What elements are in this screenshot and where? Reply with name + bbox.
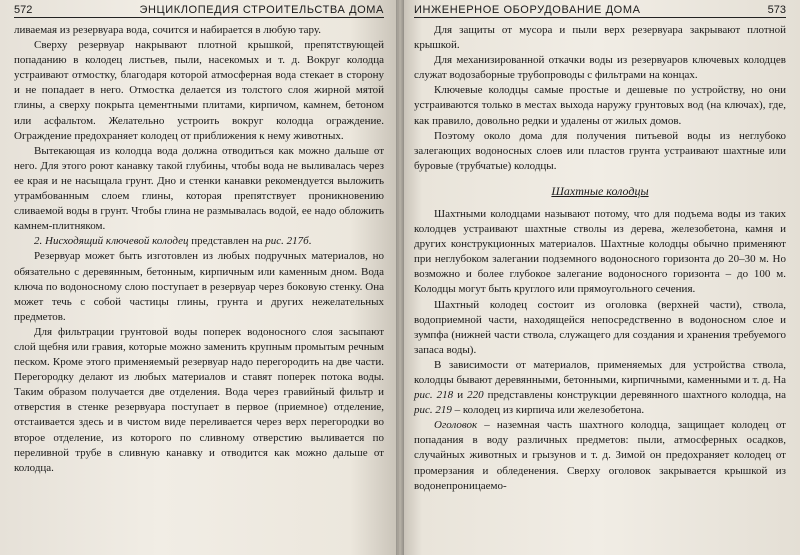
subheading-text: представлен на <box>188 235 266 248</box>
term: Оголовок <box>434 419 478 432</box>
paragraph: Шахтный колодец состоит из оголовка (верхней части), ствола, водоприемной части, находящейся непосредственно в водоносном слое и зумпфа (нижней части ствола, служащего для создания и хранения требуемого запаса воды). <box>414 298 786 356</box>
figure-reference: рис. 219 <box>414 404 452 417</box>
book-gutter <box>396 0 404 555</box>
left-page <box>0 0 398 555</box>
figure-reference: рис. 217б <box>265 235 309 248</box>
right-page <box>398 0 800 555</box>
right-running-header <box>414 4 786 18</box>
left-running-head: ЭНЦИКЛОПЕДИЯ СТРОИТЕЛЬСТВА ДОМА <box>139 4 384 16</box>
paragraph: Вытекающая из колодца вода должна отводиться как можно дальше от него. Для этого роют канавку такой глубины, чтобы вода не выливалась через ее края и не насыщала грунт. Дно и стенки канавки рекомендуется выложить утрамбованным слоем глины, которая препятствует проникновению сливаемой воды в грунт. Чтобы глина не размывалась водой, ее надо обложить камнем-плитняком. <box>14 144 384 233</box>
paragraph: Сверху резервуар накрывают плотной крышкой, препятствующей попаданию в колодец листьев, пыли, насекомых и т. д. Вокруг колодца устраивают отмостку, благодаря которой атмосферная вода стекает в сторону и не попадает в него. Отмостка делается из толстого слоя жирной мятой глины, а сверху покрыта цементными плитами, кирпичом, камнем, бетоном или асфальтом. Желательно устроить вокруг колодца ограждение. Ограждение предохраняет колодец от приближения к нему животных. <box>14 39 384 142</box>
paragraph: Для механизированной откачки воды из резервуаров ключевых колодцев служат водозаборные трубопроводы с фильтрами на концах. <box>414 54 786 82</box>
left-page-number: 572 <box>14 4 33 16</box>
paragraph: Поэтому около дома для получения питьевой воды из неглубоко залегающих водоносных слоев или пластов грунта устраивают шахтные или буровые (трубчатые) колодцы. <box>414 129 786 172</box>
subheading-paragraph: 2. Нисходящий ключевой колодец представлен на рис. 217б. <box>34 235 312 248</box>
left-running-header <box>14 4 384 18</box>
paragraph: Резервуар может быть изготовлен из любых подручных материалов, но обязательно с деревянным, бетонным, кирпичным или каменным дном. Вода ключа по водоносному слою поступает в резервуар через боковую стенку. Она может течь с собой частицы глины, грунта и других нежелательных предметов. <box>14 250 384 323</box>
subheading-label: 2. Нисходящий ключевой колодец <box>34 235 189 248</box>
paragraph: Оголовок – наземная часть шахтного колодца, защищает колодец от попадания в воду различных предметов: пыли, атмосферных осадков, случайных животных и грызунов и т. д. Зимой он предохраняет колодец от промерзания и обледенения. Сверху оголовок закрывается крышкой из водонепроницаемо- <box>414 419 786 492</box>
paragraph: Шахтными колодцами называют потому, что для подъема воды из таких колодцев устраивают шахтные стволы из дерева, железобетона, камня и других конструкционных материалов. Шахтные колодцы обычно применяют при неглубоком залегании подземного водоносного горизонта до 20–30 м. Но возможно и более глубокое залегание водоносного горизонта – до 100 м. Колодцы могут быть круглого или прямоугольного сечения. <box>414 207 786 296</box>
paragraph: ливаемая из резервуара вода, сочится и набирается в любую тару. <box>14 24 322 36</box>
figure-reference: рис. 218 <box>414 389 454 402</box>
paragraph: Для защиты от мусора и пыли верх резервуара закрывают плотной крышкой. <box>414 24 786 52</box>
paragraph: Ключевые колодцы самые простые и дешевые по устройству, но они устраиваются только в местах выхода наружу грунтовых вод (на ключах), где, как правило, довольно редки и удалены от жилых домов. <box>414 84 786 127</box>
right-page-number: 573 <box>767 4 786 16</box>
paragraph: Для фильтрации грунтовой воды поперек водоносного слоя засыпают слой щебня или гравия, которые можно заменить крупным промытым речным песком. Кроме этого применяемый резервуар надо перегородить на две части. Перегородку делают из любых материалов и ставят поперек потока воды. Таким образом получается две отделения. Вода через гравийный фильтр и отверстия в стенке резервуара поступает в первое (приемное) отделение, отстаивается здесь и в чистом виде переливается через верх перегородки во второе отделение, из которого по сливному отверстию выливается по переливной трубе в сливную канавку и отводится как можно дальше от колодца. <box>14 325 384 474</box>
section-title: Шахтные колодцы <box>551 183 649 198</box>
figure-paragraph: В зависимости от материалов, применяемых для устройства ствола, колодцы бывают деревянными, бетонными, кирпичными, каменными и т. д. На рис. 218 и 220 представлены конструкции деревянного шахтного колодца, на рис. 219 – колодец из кирпича или железобетона. <box>414 358 786 417</box>
right-running-head: ИНЖЕНЕРНОЕ ОБОРУДОВАНИЕ ДОМА <box>414 4 641 16</box>
figure-reference: 220 <box>467 389 484 402</box>
